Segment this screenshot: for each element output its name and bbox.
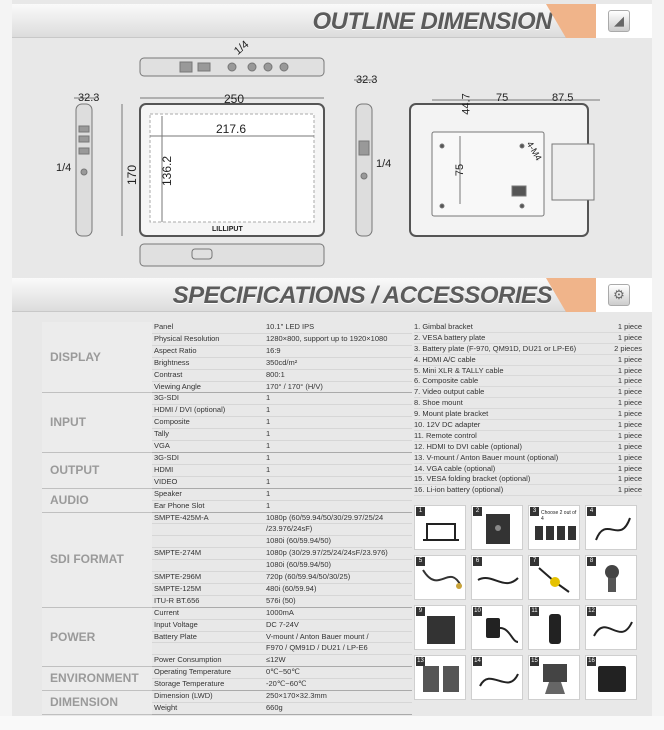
accessory-qty: 1 piece	[617, 365, 642, 375]
accessory-thumbnail	[471, 655, 523, 700]
accessory-name: 5. Mini XLR & TALLY cable	[414, 365, 504, 375]
thumbnail-number: 6	[473, 557, 482, 566]
accessory-name: 1. Gimbal bracket	[414, 322, 473, 331]
dim-left-depth: 32.3	[78, 92, 100, 104]
thumbnail-number: 7	[530, 557, 539, 566]
spec-value: 576i (50)	[264, 595, 412, 607]
gear-icon: ⚙	[608, 284, 630, 306]
spec-key: SMPTE-296M	[152, 572, 264, 584]
accessory-qty: 1 piece	[617, 332, 642, 342]
accessory-thumbnail	[528, 655, 580, 700]
spec-row	[42, 393, 412, 405]
thumbnail-number: 4	[587, 507, 596, 516]
spec-group-label: DIMENSION	[42, 691, 152, 715]
spec-key: HDMI / DVI (optional)	[152, 405, 264, 417]
accessory-qty: 1 piece	[617, 430, 642, 440]
spec-key: Ear Phone Slot	[152, 500, 264, 512]
accessory-name: 11. Remote control	[414, 430, 477, 440]
dim-back-screw: 4-M4	[524, 139, 544, 163]
accessory-item	[414, 376, 642, 387]
accessory-qty: 1 piece	[617, 463, 642, 473]
accessory-qty: 2 pieces	[614, 343, 642, 353]
accessory-item	[414, 453, 642, 464]
thumbnail-number: 15	[531, 658, 538, 664]
accessory-item	[414, 322, 642, 333]
dim-back-vesa-x: 75	[496, 92, 509, 104]
accessory-item	[414, 409, 642, 420]
spec-group-label: OUTPUT	[42, 452, 152, 488]
spec-value: 1	[264, 393, 412, 405]
accessory-item	[414, 387, 642, 398]
spec-value: 1	[264, 405, 412, 417]
accessory-name: 4. HDMI A/C cable	[414, 354, 476, 364]
spec-value: 1000mA	[264, 607, 412, 619]
spec-value: 480i (60/59.94)	[264, 583, 412, 595]
spec-key	[152, 643, 264, 655]
accessory-item	[414, 398, 642, 409]
accessory-qty: 1 piece	[617, 409, 642, 419]
dim-width: 250	[224, 92, 245, 106]
spec-key	[152, 560, 264, 572]
thumbnail-number: 16	[588, 658, 595, 664]
accessory-thumbnail	[528, 555, 580, 600]
spec-group-label: INPUT	[42, 393, 152, 453]
accessory-item	[414, 355, 642, 366]
thumbnail-number: 5	[416, 557, 425, 566]
accessory-name: 9. Mount plate bracket	[414, 409, 489, 419]
spec-key: Battery Plate	[152, 631, 264, 643]
dim-inner-width: 217.6	[216, 122, 247, 136]
spec-value: 1	[264, 417, 412, 429]
accessory-thumbnail	[528, 605, 580, 650]
accessory-thumbnail	[414, 555, 466, 600]
spec-key: Composite	[152, 417, 264, 429]
spec-value: 1080i (60/59.94/50)	[264, 560, 412, 572]
accessory-name: 2. VESA battery plate	[414, 332, 486, 342]
spec-group-label: SDI FORMAT	[42, 512, 152, 607]
accessory-name: 3. Battery plate (F-970, QM91D, DU21 or LP-E6)	[414, 343, 577, 353]
spec-key: VGA	[152, 441, 264, 453]
thumbnail-number: 12	[588, 608, 595, 614]
spec-key: Brightness	[152, 357, 264, 369]
spec-value: DC 7-24V	[264, 619, 412, 631]
dim-right-depth: 32.3	[356, 74, 378, 86]
spec-value: 16:9	[264, 345, 412, 357]
accessory-thumbnail	[471, 505, 523, 550]
accessory-thumbnail	[471, 555, 523, 600]
accessory-qty: 1 piece	[617, 474, 642, 484]
accessory-thumbnail	[585, 655, 637, 700]
accessory-name: 14. VGA cable (optional)	[414, 463, 496, 473]
accessory-item	[414, 420, 642, 431]
accessory-item	[414, 366, 642, 377]
accessory-item	[414, 333, 642, 344]
spec-key: Operating Temperature	[152, 667, 264, 679]
spec-key: Viewing Angle	[152, 381, 264, 393]
brand-logo: LILLIPUT	[212, 226, 243, 233]
spec-key: SMPTE-274M	[152, 548, 264, 560]
accessory-qty: 1 piece	[617, 387, 642, 397]
spec-value: 1	[264, 452, 412, 464]
spec-key: Power Consumption	[152, 655, 264, 667]
spec-value: 1280×800, support up to 1920×1080	[264, 333, 412, 345]
spec-value: 1	[264, 500, 412, 512]
spec-key: SMPTE-425M-A	[152, 512, 264, 524]
accessory-thumbnail	[414, 505, 466, 550]
thumbnail-number: 13	[417, 658, 424, 664]
accessory-name: 8. Shoe mount	[414, 398, 463, 408]
spec-row	[42, 488, 412, 500]
outline-title: OUTLINE DIMENSION	[312, 8, 552, 35]
thumbnail-number: 1	[416, 507, 425, 516]
accessory-name: 6. Composite cable	[414, 376, 479, 386]
spec-row	[42, 452, 412, 464]
accessory-item	[414, 344, 642, 355]
outline-drawing	[12, 36, 652, 276]
spec-value: V-mount / Anton Bauer mount /	[264, 631, 412, 643]
thumbnail-number: 3	[530, 507, 539, 516]
specs-title: SPECIFICATIONS / ACCESSORIES	[172, 282, 552, 309]
spec-key: Physical Resolution	[152, 333, 264, 345]
spec-value: 1	[264, 429, 412, 441]
thumbnail-number: 8	[587, 557, 596, 566]
spec-value: 660g	[264, 703, 412, 715]
specs-banner	[12, 278, 652, 312]
spec-key: Weight	[152, 703, 264, 715]
spec-value: 800:1	[264, 369, 412, 381]
spec-value: 1	[264, 488, 412, 500]
spec-key: SMPTE-125M	[152, 583, 264, 595]
spec-group-label: ENVIRONMENT	[42, 667, 152, 691]
drawing-lines	[12, 36, 652, 276]
spec-table	[42, 322, 412, 715]
thumbnail-number: 2	[473, 507, 482, 516]
accessory-qty: 1 piece	[617, 398, 642, 408]
thumbnail-number: 14	[474, 658, 481, 664]
spec-key	[152, 536, 264, 548]
spec-key: Panel	[152, 322, 264, 333]
accessory-name: 15. VESA folding bracket (optional)	[414, 474, 531, 484]
outline-banner	[12, 4, 652, 38]
accessory-thumbnails	[414, 505, 642, 705]
thumbnail-number: 9	[416, 607, 425, 616]
accessory-qty: 1 piece	[617, 441, 642, 451]
accessory-thumbnail	[585, 605, 637, 650]
spec-value: 1	[264, 441, 412, 453]
accessory-item	[414, 442, 642, 453]
dim-side-right-thread: 1/4	[376, 158, 392, 170]
accessory-thumbnail	[528, 505, 580, 550]
accessory-name: 16. Li-ion battery (optional)	[414, 485, 504, 495]
spec-value: -20℃~60℃	[264, 679, 412, 691]
spec-value: F970 / QM91D / DU21 / LP-E6	[264, 643, 412, 655]
spec-group-label: DISPLAY	[42, 322, 152, 393]
spec-value: 0℃~50℃	[264, 667, 412, 679]
spec-row	[42, 667, 412, 679]
accessory-name: 10. 12V DC adapter	[414, 420, 481, 430]
accessory-qty: 1 piece	[617, 420, 642, 430]
spec-key: Storage Temperature	[152, 679, 264, 691]
accessory-thumbnail	[585, 555, 637, 600]
spec-row	[42, 322, 412, 333]
thumbnail-number: 10	[474, 608, 481, 614]
accessory-thumbnail	[585, 505, 637, 550]
accessory-thumbnail	[414, 655, 466, 700]
spec-value: 170° / 170° (H/V)	[264, 381, 412, 393]
accessory-name: 12. HDMI to DVI cable (optional)	[414, 441, 522, 451]
accessory-item	[414, 474, 642, 485]
accessory-name: 13. V-mount / Anton Bauer mount (optional)	[414, 452, 559, 462]
spec-value: 250×170×32.3mm	[264, 691, 412, 703]
spec-key: 3G-SDI	[152, 393, 264, 405]
accessory-qty: 1 piece	[617, 354, 642, 364]
spec-value: 1080i (60/59.94/50)	[264, 536, 412, 548]
accessory-name: 7. Video output cable	[414, 387, 485, 397]
spec-value: 1080p (60/59.94/50/30/29.97/25/24	[264, 512, 412, 524]
spec-group-label: AUDIO	[42, 488, 152, 512]
spec-key: 3G-SDI	[152, 452, 264, 464]
accessory-qty: 1 piece	[617, 376, 642, 386]
accessory-item	[414, 464, 642, 475]
accessory-qty: 1 piece	[617, 322, 642, 331]
accessory-qty: 1 piece	[617, 485, 642, 495]
accessory-item	[414, 431, 642, 442]
spec-row	[42, 691, 412, 703]
spec-row	[42, 607, 412, 619]
spec-key: Contrast	[152, 369, 264, 381]
spec-value: 350cd/m²	[264, 357, 412, 369]
spec-value: ≤12W	[264, 655, 412, 667]
dim-back-top: 44.7	[460, 93, 473, 115]
accessories-list	[414, 322, 642, 496]
spec-key: Aspect Ratio	[152, 345, 264, 357]
dim-back-right: 87.5	[552, 92, 574, 104]
accessory-thumbnail	[414, 605, 466, 650]
spec-value: 1	[264, 476, 412, 488]
spec-value: 1	[264, 464, 412, 476]
spec-key: HDMI	[152, 464, 264, 476]
spec-key	[152, 524, 264, 536]
spec-key: Input Voltage	[152, 619, 264, 631]
spec-key: ITU-R BT.656	[152, 595, 264, 607]
spec-key: Dimension (LWD)	[152, 691, 264, 703]
accessory-item	[414, 485, 642, 496]
thumbnail-number: 11	[531, 608, 538, 614]
product-sheet	[12, 0, 652, 716]
spec-value: 1080p (30/29.97/25/24/24sF/23.976)	[264, 548, 412, 560]
dim-inner-height: 136.2	[160, 155, 175, 187]
spec-key: Current	[152, 607, 264, 619]
accessory-qty: 1 piece	[617, 452, 642, 462]
spec-value: 10.1" LED IPS	[264, 322, 412, 333]
drafting-icon: ◢	[608, 10, 630, 32]
dim-top-thread: 1/4	[231, 38, 252, 58]
spec-key: Tally	[152, 429, 264, 441]
choose-label: Choose 2 out of 4	[541, 510, 577, 522]
spec-key: VIDEO	[152, 476, 264, 488]
spec-value: /23.976/24sF)	[264, 524, 412, 536]
spec-row	[42, 512, 412, 524]
accessory-thumbnail	[471, 605, 523, 650]
dim-back-vesa-y: 75	[454, 163, 467, 177]
dim-height: 170	[125, 164, 140, 186]
spec-key: Speaker	[152, 488, 264, 500]
spec-value: 720p (60/59.94/50/30/25)	[264, 572, 412, 584]
dim-side-left-thread: 1/4	[56, 162, 72, 174]
spec-group-label: POWER	[42, 607, 152, 667]
